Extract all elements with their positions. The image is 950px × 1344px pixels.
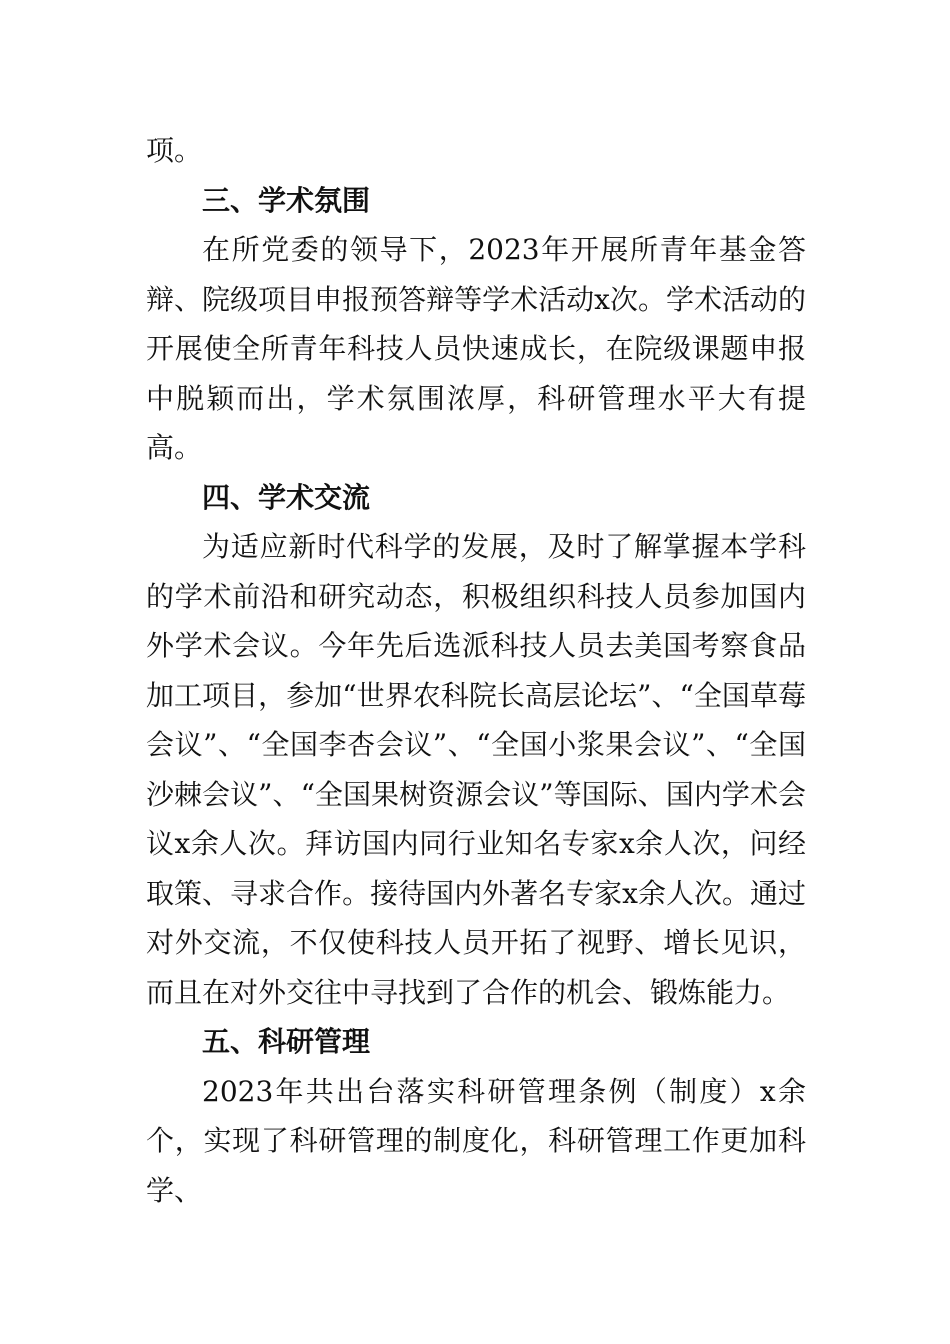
continuation-text: 项。 [146, 134, 203, 167]
section-heading-research-management: 五、科研管理 [202, 1025, 371, 1058]
section-heading-academic-exchange: 四、学术交流 [202, 480, 371, 514]
section-paragraph-academic-exchange: 为适应新时代科学的发展，及时了解掌握本学科的学术前沿和研究动态，积极组织科技人员参加国内外学术会议。今年先后选派科技人员去美国考察食品加工项目，参加“世界农科院长高层论坛”、“全国草莓会议”、“全国李杏会议”、“全国小浆果会议”、“全国沙棘会议”、“全国果树资源会议”等国际、国内学术会议x余人次。拜访国内同行业知名专家x余人次，问经取策、寻求合作。接待国内外著名专家x余人次。通过对外交流，不仅使科技人员开拓了视野、增长见识，而且在对外交往中寻找到了合作的机会、锻炼能力。 [146, 530, 806, 1009]
section-heading-academic-atmosphere: 三、学术氛围 [202, 183, 371, 217]
document-body [146, 126, 806, 1215]
section-paragraph-research-management: 2023年共出台落实科研管理条例（制度）x余个，实现了科研管理的制度化，科研管理工作更加科学、 [146, 1074, 806, 1207]
section-paragraph-academic-atmosphere: 在所党委的领导下，2023年开展所青年基金答辩、院级项目申报预答辩等学术活动x次。学术活动的开展使全所青年科技人员快速成长，在院级课题申报中脱颖而出，学术氛围浓厚，科研管理水平大有提高。 [146, 233, 806, 464]
